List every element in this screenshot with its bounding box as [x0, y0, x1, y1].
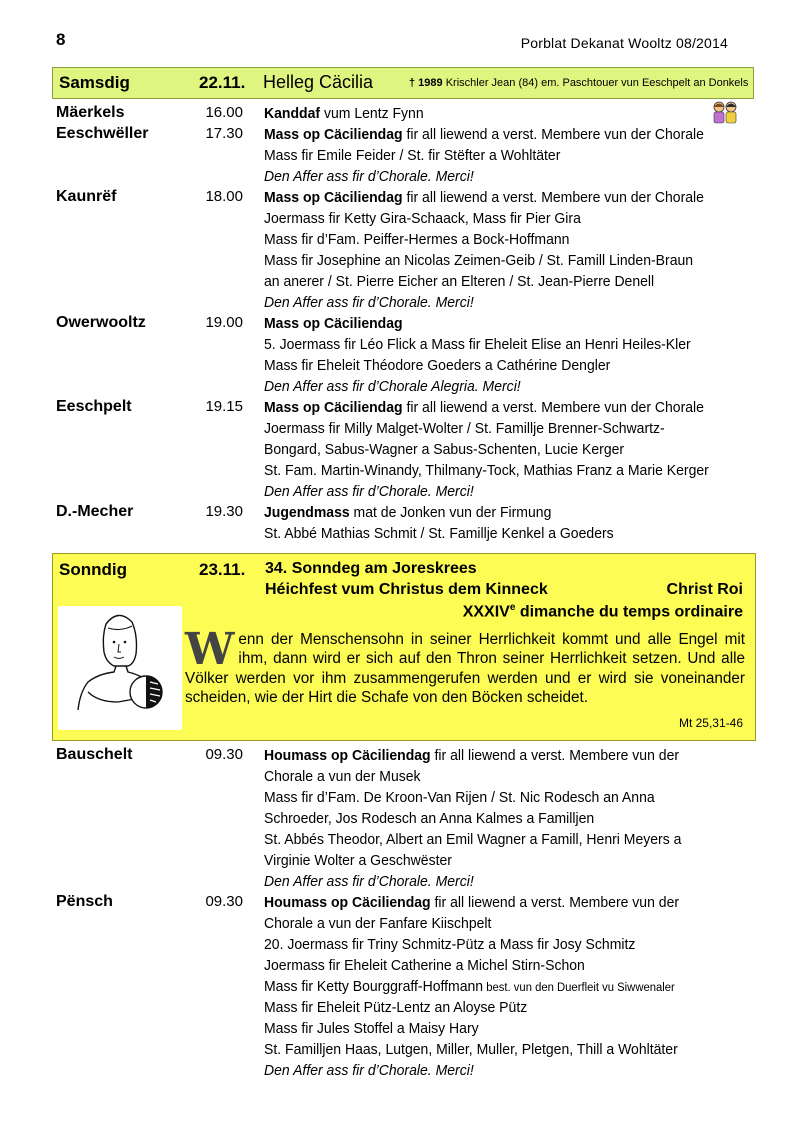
- mass-line: [264, 1019, 754, 1040]
- mass-line: [264, 314, 754, 335]
- mass-title: Houmass op Cäciliendag: [264, 895, 431, 911]
- mass-intention: Mass fir Eheleit Théodore Goeders a Cathérine Dengler: [264, 358, 611, 374]
- church-name: Eeschwëller: [56, 125, 149, 142]
- date-label: 23.11.: [199, 560, 246, 579]
- obituary-note: [409, 77, 748, 89]
- mass-line: [264, 872, 754, 893]
- mass-details: [264, 125, 764, 188]
- offering-note: Den Affer ass fir d’Chorale. Merci!: [264, 295, 474, 311]
- mass-line: [264, 377, 754, 398]
- obituary-year: † 1989: [409, 77, 443, 89]
- mass-line: [264, 209, 754, 230]
- christ-drawing: [58, 606, 182, 730]
- gospel-text: enn der Menschensohn in seiner Herrlichkeit kommt und alle Engel mit ihm, dann wird er sich auf den Thron seiner Herrlichkeit setzen. Und alle Völker werden vor ihm zusammengerufen werden und er wird sie voneinander scheiden, wie der Hirt die Schafe von den Böcken scheidet.: [185, 631, 745, 706]
- mass-line: [264, 188, 754, 209]
- church-name: Kaunrëf: [56, 188, 117, 205]
- mass-intention: Mass fir Jules Stoffel a Maisy Hary: [264, 1021, 479, 1037]
- mass-time: 09.30: [205, 746, 243, 763]
- mass-intention: Mass fir d’Fam. De Kroon-Van Rijen / St. Nic Rodesch an Anna: [264, 790, 655, 806]
- mass-line: [264, 230, 754, 251]
- mass-details: [264, 104, 764, 125]
- sunday-title: 34. Sonndeg am Joreskrees: [265, 560, 477, 577]
- mass-intention: St. Familljen Haas, Lutgen, Miller, Muller, Pletgen, Thill a Wohltäter: [264, 1042, 678, 1058]
- roman-numeral: XXXIV: [462, 603, 510, 621]
- mass-line: [264, 893, 754, 914]
- mass-line: [264, 146, 754, 167]
- mass-line: [264, 272, 754, 293]
- mass-intention: vum Lentz Fynn: [320, 106, 424, 122]
- mass-details: [264, 893, 764, 1082]
- mass-line: [264, 251, 754, 272]
- mass-intention: fir all liewend a verst. Membere vun der Chorale: [402, 190, 704, 206]
- mass-entry: [52, 188, 756, 314]
- mass-intention: 20. Joermass fir Triny Schmitz-Pütz a Mass fir Josy Schmitz: [264, 937, 636, 953]
- gospel-quote: [185, 624, 745, 707]
- mass-intention: St. Abbé Mathias Schmit / St. Famillje Kenkel a Goeders: [264, 526, 614, 542]
- saturday-header-bar: [52, 67, 754, 99]
- mass-line: [264, 1061, 754, 1082]
- offering-note: Den Affer ass fir d’Chorale. Merci!: [264, 874, 474, 890]
- mass-intention: 5. Joermass fir Léo Flick a Mass fir Eheleit Elise an Henri Heiles-Kler: [264, 337, 691, 353]
- mass-time: 09.30: [205, 893, 243, 910]
- feast-label: Helleg Cäcilia: [263, 72, 374, 92]
- offering-note: Den Affer ass fir d’Chorale Alegria. Merci!: [264, 379, 521, 395]
- page-number: 8: [56, 30, 66, 49]
- mass-line: [264, 851, 754, 872]
- obituary-text: Krischler Jean (84) em. Paschtouer vun Eeschpelt an Donkels: [445, 77, 749, 89]
- mass-line: [264, 809, 754, 830]
- mass-title: Mass op Cäciliendag: [264, 190, 403, 206]
- mass-line: [264, 482, 754, 503]
- christ-figure-icon: [58, 606, 182, 730]
- mass-line: [264, 746, 754, 767]
- mass-time: 19.15: [205, 398, 243, 415]
- mass-line: [264, 830, 754, 851]
- publication-title: Porblat Dekanat Wooltz 08/2014: [520, 35, 728, 51]
- title-rest: dimanche du temps ordinaire: [515, 603, 743, 621]
- church-name: D.-Mecher: [56, 503, 134, 520]
- mass-line: [264, 440, 754, 461]
- mass-intention: Mass fir Eheleit Pütz-Lentz an Aloyse Pütz: [264, 1000, 528, 1016]
- mass-line: [264, 398, 754, 419]
- mass-intention: Joermass fir Milly Malget-Wolter / St. Famillje Brenner-Schwartz-: [264, 421, 665, 437]
- mass-note: best. vun den Duerfleit vu Siwwenaler: [483, 982, 675, 994]
- mass-title: Mass op Cäciliendag: [264, 127, 403, 143]
- day-label: Samsdig: [59, 73, 130, 92]
- mass-intention: Mass fir Ketty Bourggraff-Hoffmann: [264, 979, 484, 995]
- offering-note: Den Affer ass fir d’Chorale. Merci!: [264, 1063, 474, 1079]
- drop-cap: W: [185, 624, 235, 675]
- mass-entry: [52, 104, 756, 125]
- mass-line: [264, 524, 754, 545]
- mass-details: [264, 503, 764, 545]
- mass-intention: Chorale a vun der Musek: [264, 769, 421, 785]
- mass-time: 19.30: [205, 503, 243, 520]
- mass-title: Houmass op Cäciliendag: [264, 748, 431, 764]
- mass-time: 18.00: [205, 188, 243, 205]
- mass-entry: [52, 314, 756, 398]
- mass-title: Kanddaf: [264, 106, 321, 122]
- page-header: [0, 24, 800, 64]
- mass-line: [264, 767, 754, 788]
- mass-intention: fir all liewend a verst. Membere vun der: [430, 748, 680, 764]
- mass-entry: [52, 746, 756, 893]
- mass-line: [264, 167, 754, 188]
- mass-intention: fir all liewend a verst. Membere vun der Chorale: [402, 400, 704, 416]
- mass-intention: St. Abbés Theodor, Albert an Emil Wagner a Famill, Henri Meyers a: [264, 832, 682, 848]
- church-name: Owerwooltz: [56, 314, 146, 331]
- mass-line: [264, 977, 754, 998]
- mass-line: [264, 503, 754, 524]
- offering-note: Den Affer ass fir d’Chorale. Merci!: [264, 484, 474, 500]
- mass-line: [264, 356, 754, 377]
- sunday-header-box: [52, 553, 756, 741]
- mass-time: 17.30: [205, 125, 243, 142]
- mass-intention: Mass fir Emile Feider / St. fir Stëfter a Wohltäter: [264, 148, 561, 164]
- mass-intention: Schroeder, Jos Rodesch an Anna Kalmes a Familljen: [264, 811, 595, 827]
- offering-note: Den Affer ass fir d’Chorale. Merci!: [264, 169, 474, 185]
- mass-entry: [52, 125, 756, 188]
- mass-intention: an anerer / St. Pierre Eicher an Elteren / St. Jean-Pierre Denell: [264, 274, 655, 290]
- mass-line: [264, 419, 754, 440]
- church-name: Mäerkels: [56, 104, 125, 121]
- church-name: Eeschpelt: [56, 398, 132, 415]
- mass-details: [264, 188, 764, 314]
- mass-line: [264, 125, 754, 146]
- mass-details: [264, 398, 764, 503]
- mass-line: [264, 1040, 754, 1061]
- feast-title: Héichfest vum Christus dem Kinneck: [265, 581, 548, 598]
- mass-intention: Mass fir d’Fam. Peiffer-Hermes a Bock-Hoffmann: [264, 232, 570, 248]
- mass-line: [264, 104, 754, 125]
- mass-line: [264, 914, 754, 935]
- mass-entry: [52, 893, 756, 1082]
- sunday-title-fr: [463, 602, 743, 621]
- mass-title: Jugendmass: [264, 505, 350, 521]
- mass-line: [264, 335, 754, 356]
- ordinal-suffix: e: [509, 602, 516, 613]
- mass-line: [264, 935, 754, 956]
- mass-line: [264, 788, 754, 809]
- mass-intention: Chorale a vun der Fanfare Kiischpelt: [264, 916, 492, 932]
- mass-line: [264, 461, 754, 482]
- mass-entry: [52, 398, 756, 503]
- mass-time: 19.00: [205, 314, 243, 331]
- mass-line: [264, 998, 754, 1019]
- church-name: Bauschelt: [56, 746, 133, 763]
- day-label: Sonndig: [59, 560, 127, 579]
- mass-details: [264, 746, 764, 893]
- mass-entry: [52, 503, 756, 545]
- mass-intention: Joermass fir Ketty Gira-Schaack, Mass fir Pier Gira: [264, 211, 581, 227]
- mass-intention: fir all liewend a verst. Membere vun der: [430, 895, 680, 911]
- gospel-reference: Mt 25,31-46: [678, 716, 743, 730]
- mass-intention: St. Fam. Martin-Winandy, Thilmany-Tock, Mathias Franz a Marie Kerger: [264, 463, 709, 479]
- mass-intention: Virginie Wolter a Geschwëster: [264, 853, 452, 869]
- mass-title: Mass op Cäciliendag: [264, 400, 403, 416]
- mass-intention: Mass fir Josephine an Nicolas Zeimen-Geib / St. Famill Linden-Braun: [264, 253, 694, 269]
- date-label: 22.11.: [199, 73, 246, 92]
- mass-line: [264, 956, 754, 977]
- feast-title-fr: Christ Roi: [666, 581, 743, 598]
- mass-intention: mat de Jonken vun der Firmung: [349, 505, 552, 521]
- church-name: Pënsch: [56, 893, 113, 910]
- mass-intention: Bongard, Sabus-Wagner a Sabus-Schenten, Lucie Kerger: [264, 442, 625, 458]
- mass-details: [264, 314, 764, 398]
- mass-intention: Joermass fir Eheleit Catherine a Michel Stirn-Schon: [264, 958, 585, 974]
- mass-title: Mass op Cäciliendag: [264, 316, 403, 332]
- mass-line: [264, 293, 754, 314]
- mass-intention: fir all liewend a verst. Membere vun der Chorale: [402, 127, 704, 143]
- mass-time: 16.00: [205, 104, 243, 121]
